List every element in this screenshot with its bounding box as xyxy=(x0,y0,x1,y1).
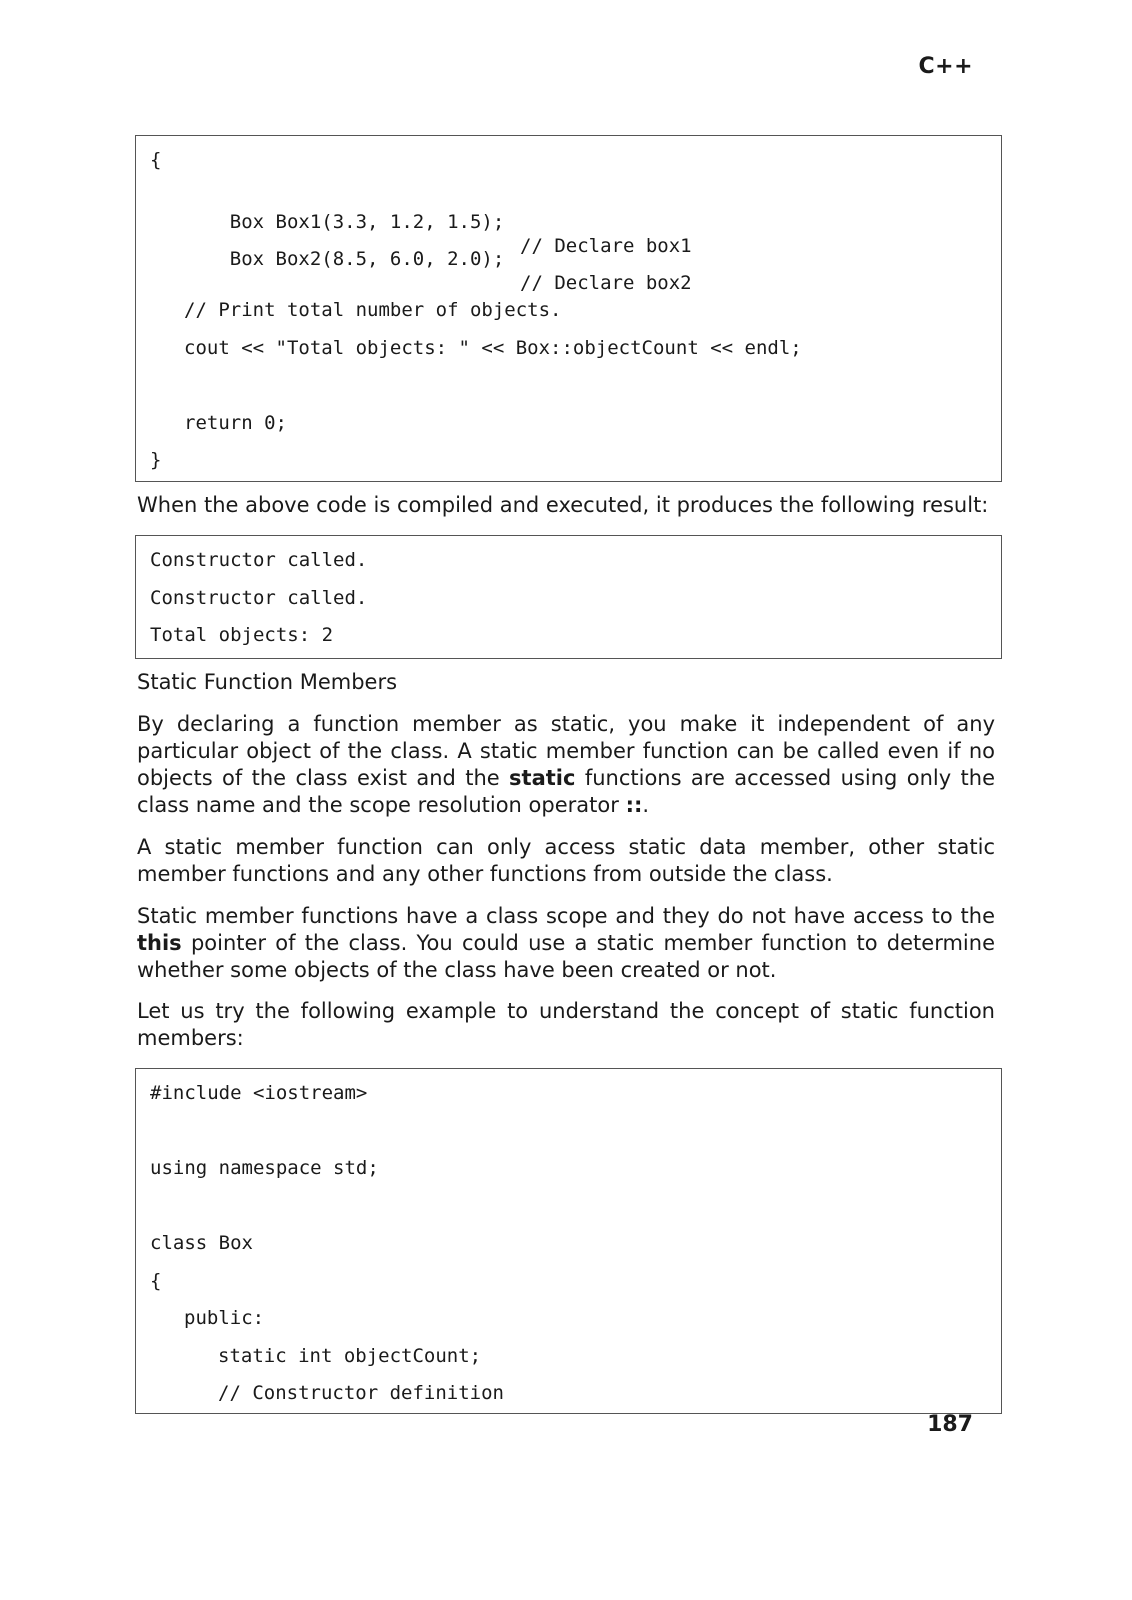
header-title: C++ xyxy=(918,54,973,79)
code-line: return 0; xyxy=(184,411,287,434)
result-intro: When the above code is compiled and executed, it produces the following result: xyxy=(137,493,989,517)
paragraph-1 xyxy=(137,711,995,819)
code-line: cout << "Total objects: " << Box::objectCount << endl; xyxy=(184,336,802,359)
para3-text-2: pointer of the class. You could use a static member function to determine whether some objects of the class have been created or not. xyxy=(137,931,995,982)
paragraph-3 xyxy=(137,903,995,984)
code-blank-line xyxy=(150,1119,1001,1157)
page-number: 187 xyxy=(927,1412,973,1437)
code-line xyxy=(150,186,1001,257)
code-line: class Box xyxy=(150,1232,253,1254)
para3-bold-this: this xyxy=(137,931,182,955)
paragraph-2: A static member function can only access static data member, other static member functions and any other functions from outside the class. xyxy=(137,835,995,886)
code-block-example xyxy=(135,1068,1002,1414)
code-comment: // Declare box1 xyxy=(520,234,692,257)
code-line: #include <iostream> xyxy=(150,1082,368,1104)
code-line: // Constructor definition xyxy=(218,1382,504,1404)
para1-bold-static: static xyxy=(509,766,576,790)
code-line: static int objectCount; xyxy=(218,1344,482,1367)
para1-text-2: functions are accessed using only the class name and the scope resolution operator xyxy=(137,766,995,817)
code-line: } xyxy=(150,449,162,471)
code-comment: // Declare box2 xyxy=(520,272,692,294)
para3-text-1: Static member functions have a class scope and they do not have access to the xyxy=(137,904,995,928)
code-text: Box Box1(3.3, 1.2, 1.5); xyxy=(229,210,505,233)
code-block-main xyxy=(135,135,1002,482)
para1-text-3: . xyxy=(642,793,650,817)
para1-text-1: By declaring a function member as static, you make it independent of any particular object of the class. A static member function can be called even if no objects of the class exist and the xyxy=(137,712,995,790)
section-title: Static Function Members xyxy=(137,670,398,694)
code-line: { xyxy=(150,149,162,171)
output-block xyxy=(135,535,1002,659)
code-blank-line xyxy=(150,373,1001,411)
code-line xyxy=(150,223,1001,294)
code-text: Box Box2(8.5, 6.0, 2.0); xyxy=(229,248,505,270)
output-line: Constructor called. xyxy=(150,586,368,609)
output-line: Total objects: 2 xyxy=(150,624,334,646)
code-line: { xyxy=(150,1269,162,1292)
code-blank-line xyxy=(150,1194,1001,1232)
paragraph-4: Let us try the following example to understand the concept of static function members: xyxy=(137,999,995,1050)
code-line: // Print total number of objects. xyxy=(184,299,562,321)
code-line: using namespace std; xyxy=(150,1157,379,1179)
code-line: public: xyxy=(184,1307,265,1329)
output-line: Constructor called. xyxy=(150,549,368,571)
para1-bold-operator: :: xyxy=(625,793,643,817)
